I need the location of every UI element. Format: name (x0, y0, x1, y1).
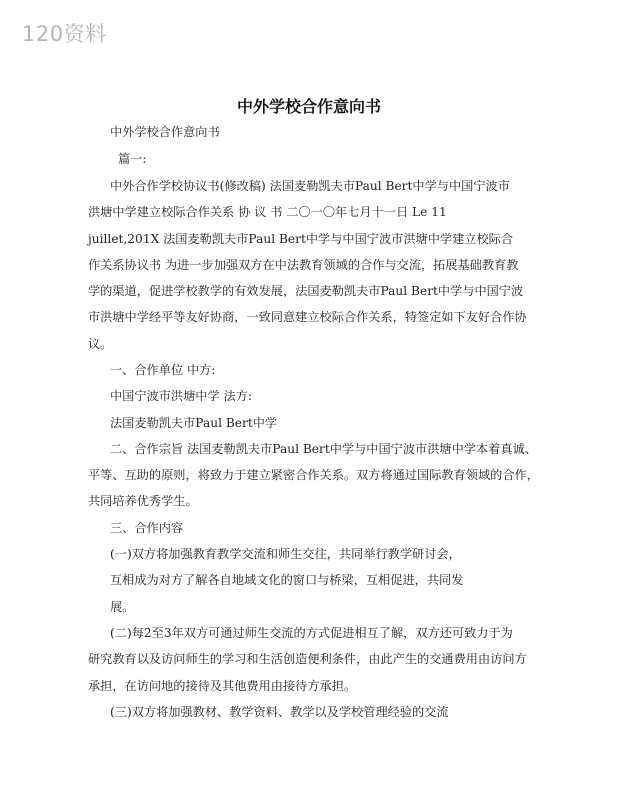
body-line: 互相成为对方了解各自地域文化的窗口与桥梁，互相促进，共同发 (110, 573, 464, 587)
body-line: 一、合作单位 中方: (110, 363, 216, 377)
body-line: 学的渠道，促进学校教学的有效发展，法国麦勒凯夫市Paul Bert中学与中国宁波 (88, 284, 524, 298)
body-line: 洪塘中学建立校际合作关系 协 议 书 二〇一〇年七月十一日 Le 11 (88, 205, 447, 219)
body-line: juillet,201X 法国麦勒凯夫市Paul Bert中学与中国宁波市洪塘中学建立校际合 (88, 232, 514, 246)
body-line: (三)双方将加强教材、教学资料、教学以及学校管理经验的交流 (110, 705, 449, 719)
document-title: 中外学校合作意向书 (236, 97, 381, 116)
body-line: 承担，在访问地的接待及其他费用由接待方承担。 (88, 679, 357, 693)
body-line: 中国宁波市洪塘中学 法方: (110, 389, 253, 403)
body-line: (一)双方将加强教育教学交流和师生交往，共同举行教学研讨会， (110, 547, 461, 561)
watermark: 120资料 (22, 22, 107, 46)
body-line: 二、合作宗旨 法国麦勒凯夫市Paul Bert中学与中国宁波市洪塘中学本着真诚、 (110, 442, 537, 456)
body-line: 研究教育以及访问师生的学习和生活创造便利条件，由此产生的交通费用由访问方 (88, 652, 527, 666)
body-line: 平等、互助的原则，将致力于建立紧密合作关系。双方将通过国际教育领域的合作， (88, 468, 539, 482)
body-line: 中外合作学校协议书(修改稿) 法国麦勒凯夫市Paul Bert中学与中国宁波市 (110, 179, 510, 193)
body-line: 议。 (88, 337, 113, 351)
body-line: 市洪塘中学经平等友好协商，一致同意建立校际合作关系，特签定如下友好合作协 (88, 310, 527, 324)
body-line: 中外学校合作意向书 (110, 125, 220, 139)
body-line: 作关系协议书 为进一步加强双方在中法教育领域的合作与交流，拓展基础教育教 (88, 258, 519, 272)
body-line: 篇一: (118, 152, 147, 166)
body-line: 展。 (110, 600, 135, 614)
body-line: 共同培养优秀学生。 (88, 494, 198, 508)
body-line: (二)每2至3年双方可通过师生交流的方式促进相互了解，双方还可致力于为 (110, 626, 513, 640)
body-line: 法国麦勒凯夫市Paul Bert中学 (110, 416, 278, 430)
body-line: 三、合作内容 (110, 521, 184, 535)
